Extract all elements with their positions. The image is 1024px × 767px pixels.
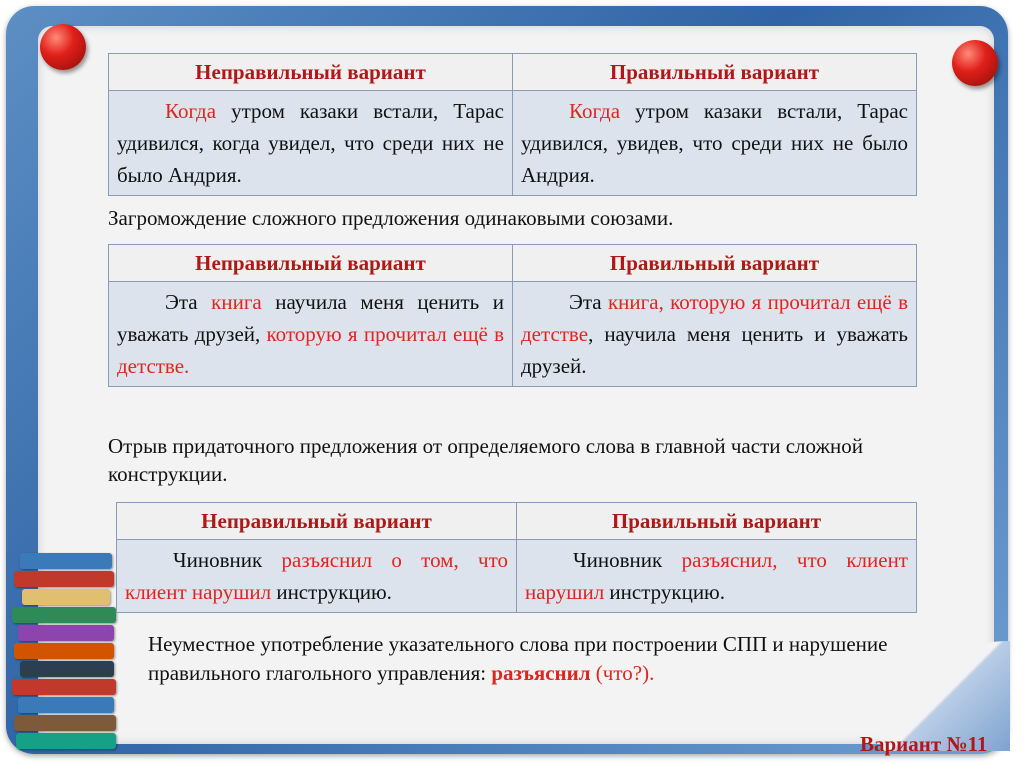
- text: Чиновник: [573, 548, 682, 572]
- text: научила меня ценить и уважать друзей,: [117, 290, 504, 346]
- highlight: разъяснил, что клиент нарушил: [525, 548, 908, 604]
- cell-wrong: [117, 540, 517, 613]
- text: инструкцию.: [604, 580, 725, 604]
- header-wrong: Неправильный вариант: [109, 54, 513, 91]
- note-3: [148, 630, 948, 688]
- pushpin-icon: [952, 40, 998, 86]
- pushpin-icon: [40, 24, 86, 70]
- highlight: (что?).: [590, 661, 655, 685]
- comparison-table-3: [116, 502, 917, 613]
- highlight: Когда: [569, 99, 621, 123]
- note-2: Отрыв придаточного предложения от определяемого слова в главной части сложной конструкции.: [108, 434, 863, 486]
- text: утром казаки встали, Тарас удивился, когда увидел, что среди них не было Андрия.: [117, 99, 504, 187]
- highlight: книга: [211, 290, 262, 314]
- cell-right: [513, 282, 917, 387]
- highlight: разъяснил: [491, 661, 591, 685]
- header-wrong: Неправильный вариант: [109, 245, 513, 282]
- header-wrong: Неправильный вариант: [117, 503, 517, 540]
- highlight: Когда: [165, 99, 217, 123]
- highlight: книга, которую я прочитал ещё в детстве: [521, 290, 908, 346]
- text: Неуместное употребление указательного слова при построении СПП и нарушение правильного глагольного управления:: [148, 632, 888, 685]
- text: , научила меня ценить и уважать друзей.: [521, 322, 908, 378]
- header-right: Правильный вариант: [513, 54, 917, 91]
- header-right: Правильный вариант: [513, 245, 917, 282]
- text: Эта: [165, 290, 212, 314]
- comparison-table-1: [108, 53, 917, 196]
- text: Эта: [569, 290, 608, 314]
- variant-label: Вариант №11: [860, 732, 988, 756]
- cell-right: [517, 540, 917, 613]
- text: утром казаки встали, Тарас удивился, увидев, что среди них не было Андрия.: [521, 99, 908, 187]
- highlight: которую я прочитал ещё в детстве.: [117, 322, 504, 378]
- highlight: разъяснил о том, что клиент нарушил: [125, 548, 508, 604]
- cell-wrong: [109, 91, 513, 196]
- cell-wrong: [109, 282, 513, 387]
- text: Чиновник: [173, 548, 282, 572]
- cell-right: [513, 91, 917, 196]
- note-1: Загромождение сложного предложения одинаковыми союзами.: [108, 206, 674, 230]
- text: инструкцию.: [271, 580, 392, 604]
- header-right: Правильный вариант: [517, 503, 917, 540]
- comparison-table-2: [108, 244, 917, 387]
